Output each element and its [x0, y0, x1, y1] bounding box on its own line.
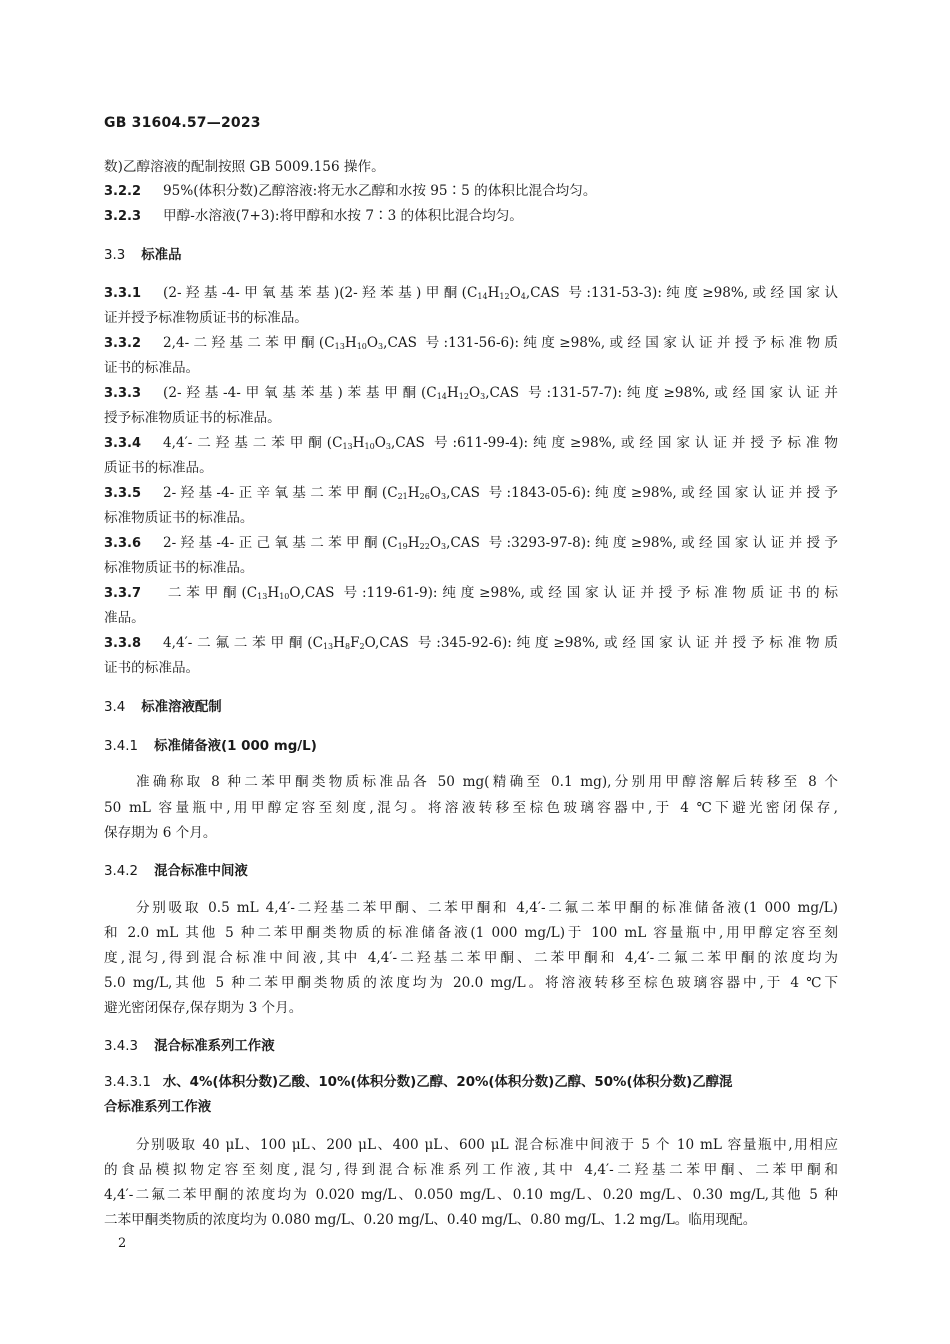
item-3-2-3 — [104, 206, 838, 227]
section-number: 3.3 — [104, 248, 126, 263]
section-title: 标准溶液配制 — [141, 700, 222, 715]
item-text: 2,4-二羟基二苯甲酮($C_{13}H_{10}O_3,CAS$ 号:131-56-6):纯度≥98%,或经国家认证并授予标准物质 — [163, 335, 838, 351]
subsection-3-4-1-heading — [104, 737, 317, 757]
item-number: 3.2.3 — [104, 209, 142, 224]
item-number: 3.3.8 — [104, 636, 142, 651]
paragraph-line: 5.0 mg/L,其他 5 种二苯甲酮类物质的浓度均为 20.0 mg/L。将溶液转移至棕色玻璃容器中,于 4 ℃下 — [104, 975, 838, 991]
subsection-number: 3.4.3 — [104, 1039, 139, 1054]
standard-item-line1 — [104, 433, 838, 454]
standard-item-line2: 质证书的标准品。 — [104, 460, 213, 476]
standard-item-line2: 准品。 — [104, 610, 145, 626]
paragraph-line: 分别吸取 40 μL、100 μL、200 μL、400 μL、600 μL 混合标准中间液于 5 个 10 mL 容量瓶中,用相应 — [136, 1137, 838, 1153]
standard-item-line2: 授予标准物质证书的标准品。 — [104, 410, 281, 426]
item-3-2-2 — [104, 181, 838, 202]
item-text: (2-羟基-4-甲氧基苯基)(2-羟苯基)甲酮($C_{14}H_{12}O_4,CAS$ 号:131-53-3):纯度≥98%,或经国家认 — [163, 285, 838, 301]
standard-item-line1 — [104, 583, 838, 604]
section-number: 3.4 — [104, 700, 126, 715]
subsection-number: 3.4.2 — [104, 864, 139, 879]
standard-item-line1 — [104, 333, 838, 354]
paragraph-line: 避光密闭保存,保存期为 3 个月。 — [104, 1000, 303, 1016]
subsection-title: 标准储备液(1 000 mg/L) — [154, 739, 317, 754]
paragraph-line: 准确称取 8 种二苯甲酮类物质标准品各 50 mg(精确至 0.1 mg),分别用甲醇溶解后转移至 8 个 — [136, 774, 838, 790]
item-number: 3.2.2 — [104, 184, 142, 199]
subsection-title-continued: 合标准系列工作液 — [104, 1100, 212, 1115]
subsection-title: 混合标准系列工作液 — [154, 1039, 275, 1054]
subsection-3-4-3-1-heading — [104, 1073, 732, 1093]
item-text: 甲醇-水溶液(7+3):将甲醇和水按 7∶3 的体积比混合均匀。 — [163, 208, 523, 224]
item-number: 3.3.5 — [104, 486, 142, 501]
standard-item-line2: 证书的标准品。 — [104, 660, 200, 676]
item-text: 4,4′-二氟二苯甲酮($C_{13}H_8F_2O,CAS$ 号:345-92-6):纯度≥98%,或经国家认证并授予标准物质 — [163, 635, 838, 651]
standard-item-line2: 证书的标准品。 — [104, 360, 200, 376]
standard-item-line2: 标准物质证书的标准品。 — [104, 560, 254, 576]
section-3-4-heading — [104, 698, 222, 718]
subsection-3-4-3-heading — [104, 1037, 275, 1057]
paragraph-line: 的食品模拟物定容至刻度,混匀,得到混合标准系列工作液,其中 4,4′-二羟基二苯甲酮、二苯甲酮和 — [104, 1162, 838, 1178]
section-title: 标准品 — [141, 248, 182, 263]
paragraph-line: 4,4′-二氟二苯甲酮的浓度均为 0.020 mg/L、0.050 mg/L、0.10 mg/L、0.20 mg/L、0.30 mg/L,其他 5 种 — [104, 1187, 838, 1203]
paragraph-line: 度,混匀,得到混合标准中间液,其中 4,4′-二羟基二苯甲酮、二苯甲酮和 4,4′-二氟二苯甲酮的浓度均为 — [104, 950, 838, 966]
item-text: 2-羟基-4-正己氧基二苯甲酮($C_{19}H_{22}O_3,CAS$ 号:3293-97-8):纯度≥98%,或经国家认证并授予 — [163, 535, 838, 551]
item-text: 95%(体积分数)乙醇溶液:将无水乙醇和水按 95∶5 的体积比混合均匀。 — [163, 183, 597, 199]
standard-item-line1 — [104, 283, 838, 304]
subsection-number: 3.4.1 — [104, 739, 139, 754]
standard-item-line1 — [104, 633, 838, 654]
item-text: 二苯甲酮($C_{13}H_{10}O,CAS$ 号:119-61-9):纯度≥98%,或经国家认证并授予标准物质证书的标 — [163, 585, 838, 601]
paragraph-line: 和 2.0 mL 其他 5 种二苯甲酮类物质的标准储备液(1 000 mg/L)于 100 mL 容量瓶中,用甲醇定容至刻 — [104, 925, 838, 941]
standard-code-header: GB 31604.57—2023 — [104, 115, 261, 131]
standard-item-line1 — [104, 383, 838, 404]
item-text: (2-羟基-4-甲氧基苯基)苯基甲酮($C_{14}H_{12}O_3,CAS$ 号:131-57-7):纯度≥98%,或经国家认证并 — [163, 385, 839, 401]
standard-item-line1 — [104, 483, 838, 504]
paragraph-line: 分别吸取 0.5 mL 4,4′-二羟基二苯甲酮、二苯甲酮和 4,4′-二氟二苯甲酮的标准储备液(1 000 mg/L) — [136, 900, 838, 916]
section-3-3-heading — [104, 246, 181, 266]
item-text: 2-羟基-4-正辛氧基二苯甲酮($C_{21}H_{26}O_3,CAS$ 号:1843-05-6):纯度≥98%,或经国家认证并授予 — [163, 485, 838, 501]
paragraph-line: 50 mL 容量瓶中,用甲醇定容至刻度,混匀。将溶液转移至棕色玻璃容器中,于 4 ℃下避光密闭保存, — [104, 800, 838, 816]
item-number: 3.3.6 — [104, 536, 142, 551]
subsection-title: 水、4%(体积分数)乙酸、10%(体积分数)乙醇、20%(体积分数)乙醇、50%(体积分数)乙醇混 — [162, 1075, 733, 1090]
item-text: 4,4′-二羟基二苯甲酮($C_{13}H_{10}O_3,CAS$ 号:611-99-4):纯度≥98%,或经国家认证并授予标准物 — [163, 435, 838, 451]
continuation-text: 数)乙醇溶液的配制按照 GB 5009.156 操作。 — [104, 159, 385, 175]
subsection-number: 3.4.3.1 — [104, 1075, 151, 1090]
item-number: 3.3.3 — [104, 386, 142, 401]
standard-item-line1 — [104, 533, 838, 554]
item-number: 3.3.7 — [104, 586, 142, 601]
subsection-3-4-2-heading — [104, 862, 248, 882]
subsection-title: 混合标准中间液 — [154, 864, 248, 879]
paragraph-line: 保存期为 6 个月。 — [104, 825, 217, 841]
standard-item-line2: 标准物质证书的标准品。 — [104, 510, 254, 526]
page-number: 2 — [118, 1236, 127, 1251]
item-number: 3.3.4 — [104, 436, 142, 451]
item-number: 3.3.2 — [104, 336, 142, 351]
subsection-3-4-3-1-title-line2 — [104, 1098, 211, 1118]
item-number: 3.3.1 — [104, 286, 142, 301]
paragraph-line: 二苯甲酮类物质的浓度均为 0.080 mg/L、0.20 mg/L、0.40 mg/L、0.80 mg/L、1.2 mg/L。临用现配。 — [104, 1212, 757, 1228]
standard-item-line2: 证并授予标准物质证书的标准品。 — [104, 310, 308, 326]
